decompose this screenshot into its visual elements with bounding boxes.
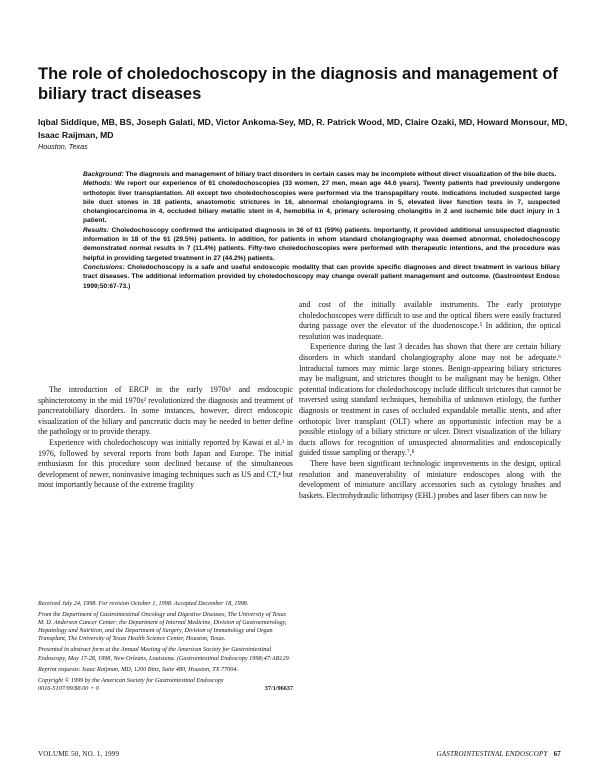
footnote-copyright: Copyright © 1999 by the American Society for Gastrointestinal Endoscopy — [38, 676, 224, 684]
footnote-from: From the Department of Gastrointestinal Oncology and Digestive Diseases, The University of Texas M. D. Anderson Cancer Center; the Department of Internal Medicine, Division of Gastroenterology, Hepatology and Nutrition, and the Department of Surgery, Division of Immunology and Organ Transplant, The University of Texas Health Science Center, Houston, Texas. — [38, 611, 287, 643]
abstract — [83, 170, 560, 291]
abstract-methods-label: Methods: — [83, 180, 113, 188]
abstract-background-label: Background: — [83, 171, 124, 178]
body-paragraph: The introduction of ERCP in the early 1970s¹ and endoscopic sphincterotomy in the mid 1970s² revolutionized the diagnosis and treatment of pancreatobiliary disorders. In some instances, however, direct endoscopic visualization of the biliary and pancreatic ducts may be needed to better define the pathology or to provide therapy. — [38, 385, 293, 437]
body-column-left — [38, 385, 293, 491]
author-list: Iqbal Siddique, MB, BS, Joseph Galati, MD, Victor Ankoma-Sey, MD, R. Patrick Wood, MD, Claire Ozaki, MD, Howard Monsour, MD, Isaac Raijman, MD — [38, 117, 568, 140]
body-paragraph: and cost of the initially available instruments. The early prototype choledochoscopes were difficult to use and the optical fibers were easily fractured during passage over the elevator of the duodenoscope.⁵ In addition, the optical resolution was inadequate. — [299, 300, 561, 341]
body-paragraph: Experience during the last 3 decades has shown that there are certain biliary disorders in which standard cholangiography alone may not be adequate.⁶ Intraductal tumors may mimic large stones. Benign-appearing biliary strictures may be malignant, and strictures thought to be malignant may be benign. Other potential indications for choledochoscopy include difficult strictures that cannot be traversed using standard techniques, hemobilia of unknown etiology, the further diagnosis or treatment in cases of occluded expandable metallic stents, and after orthotopic liver transplant (OLT) where an opportunistic infection may be a possible etiology of a biliary stricture or ulcer. Direct visualization of the biliary ducts allows for recognition of unsuspected abnormalities and endoscopically guided tissue sampling or therapy.⁷,⁸ — [299, 342, 561, 458]
abstract-results — [83, 226, 560, 263]
footnote-presented: Presented in abstract form at the Annual Meeting of the American Society for Gastrointestinal Endoscopy, May 17-28, 1998, New Orleans, Louisiana. (Gastrointestinal Endoscopy 1998;47:AB129. — [38, 646, 291, 662]
abstract-results-label: Results: — [83, 226, 110, 234]
affiliation: Houston, Texas — [38, 142, 88, 151]
abstract-background-text: The diagnosis and management of biliary tract disorders in certain cases may be incomplete without direct visualization of the bile ducts. — [125, 171, 557, 178]
footnote-article-code: 37/1/96637 — [264, 684, 293, 692]
footnotes — [38, 600, 293, 693]
abstract-background — [83, 170, 560, 179]
footer-journal-group — [437, 750, 561, 758]
abstract-conclusions — [83, 263, 560, 291]
body-paragraph: There have been significant technologic improvements in the design, optical resolution and maneuverability of miniature endoscopes along with the development of miniature ancillary accessories such as cytology brushes and baskets. Electrohydraulic lithotripsy (EHL) probes and laser fibers can now be — [299, 458, 561, 500]
page-footer — [38, 750, 561, 758]
footnote-issn: 0016-5107/99/$8.00 + 0 — [38, 684, 99, 692]
footer-volume: VOLUME 50, NO. 1, 1999 — [38, 750, 120, 758]
footer-journal: GASTROINTESTINAL ENDOSCOPY — [436, 750, 548, 758]
body-column-right — [299, 300, 561, 501]
footnote-received: Received July 24, 1998. For revision October 1, 1998. Accepted December 18, 1998. — [38, 600, 249, 607]
page-number: 67 — [553, 750, 561, 758]
abstract-conclusions-label: Conclusions: — [83, 263, 125, 271]
abstract-results-text: Choledochoscopy confirmed the anticipated diagnosis in 36 of 61 (59%) patients. Importantly, it provided additional unsuspected diagnostic information in 18 of the 61 (29.5%) patients. In addition, for patients in whom standard cholangiography was deemed abnormal, choledochoscopy demonstrated normal results in 7 (11.4%) patients. Fifty-two choledochoscopies were performed with therapeutic intentions, and the procedure was helpful in providing targeted treatment in 27 (44.2%) patients. — [83, 226, 560, 262]
abstract-conclusions-text: Choledochoscopy is a safe and useful endoscopic modality that can provide specific diagnoses and direct treatment in various biliary tract diseases. The additional information provided by choledochoscopy may change overall patient management and outcome. (Gastrointest Endosc 1999;50:67-73.) — [83, 263, 560, 290]
body-paragraph: Experience with choledochoscopy was initially reported by Kawai et al.³ in 1976, followed by several reports from both Japan and Europe. The initial enthusiasm for this procedure soon declined because of the simultaneous development of newer, noninvasive imaging techniques such as US and CT,⁴ but most importantly because of the extreme fragility — [38, 437, 293, 490]
abstract-methods — [83, 179, 560, 225]
footnote-codes — [38, 685, 293, 693]
footnote-reprint: Reprint requests: Isaac Raijman, MD, 1200 Binz, Suite 480, Houston, TX 77004. — [38, 665, 238, 673]
article-title: The role of choledochoscopy in the diagnosis and management of biliary tract diseases — [38, 65, 558, 103]
abstract-methods-text: We report our experience of 61 choledochoscopies (33 women, 27 men, mean age 44.6 years). Twenty patients had previously undergone orthotopic liver transplantation. All except two choledochoscopies were performed via the transpapillary route. Indications included suspected large bile duct stones in 18 patients, anastomotic strictures in 16, abnormal cholangiograms in 5, elevated liver function tests in 7, suspected cholangiocarcinoma in 4, occluded biliary metallic stent in 4, hemobilia in 4, primary sclerosing cholangitis in 2 and ischemic bile duct injury in 1 patient. — [83, 180, 560, 225]
